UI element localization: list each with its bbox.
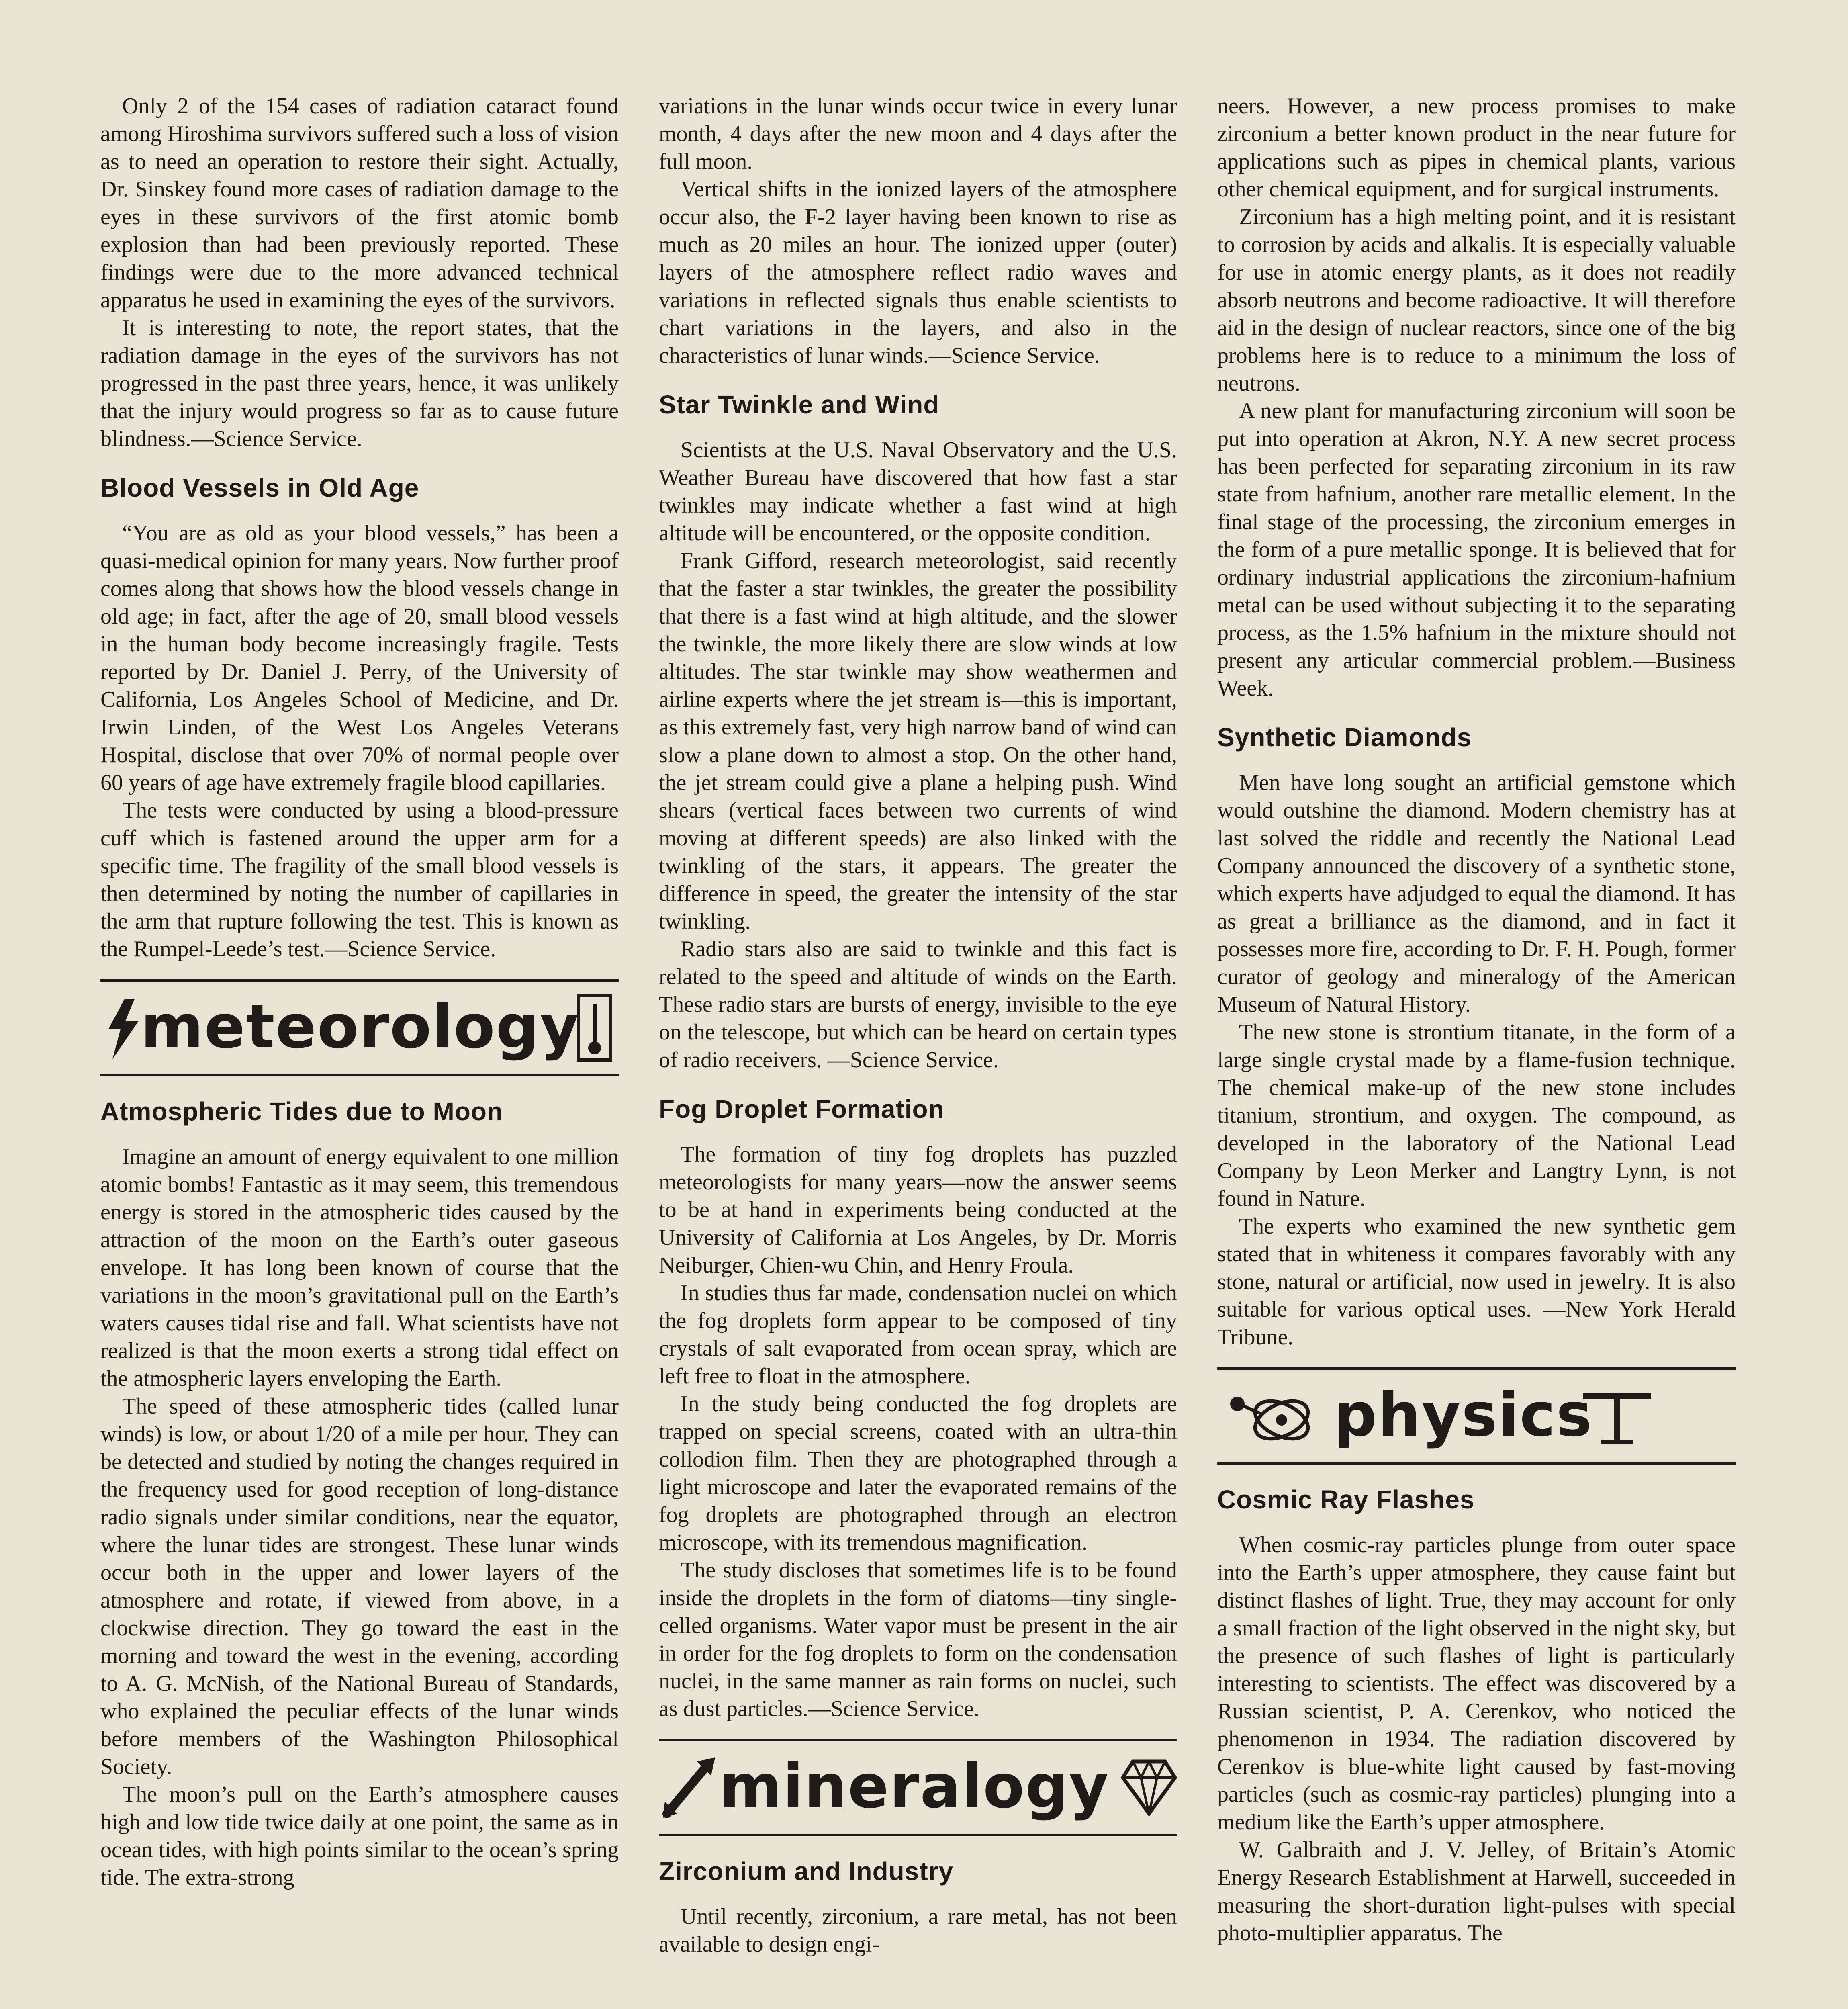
section-heading-blood-vessels: Blood Vessels in Old Age xyxy=(100,473,419,502)
paragraph: The experts who examined the new synthetic gem stated that in whiteness it compares favorably with any stone, natural or artificial, now used in jewelry. It is also suitable for various optical uses. —New York Herald Tribune. xyxy=(1217,1214,1736,1350)
section-heading-atmospheric-tides: Atmospheric Tides due to Moon xyxy=(100,1097,503,1126)
section-heading-synthetic-diamonds: Synthetic Diamonds xyxy=(1217,723,1472,752)
gem-icon xyxy=(1121,1757,1177,1818)
paragraph: The tests were conducted by using a blood-pressure cuff which is fastened around the upper arm for a specific time. The fragility of the small blood vessels is then determined by noting the number of capillaries in the arm that rupture following the test. This is known as the Rumpel-Leede’s test.—Science Service. xyxy=(100,798,619,962)
meteorology-banner xyxy=(100,979,619,1076)
thermometer-icon xyxy=(574,994,615,1062)
section-heading-cosmic-ray: Cosmic Ray Flashes xyxy=(1217,1485,1475,1514)
paragraph: In the study being conducted the fog droplets are trapped on special screens, coated with an ultra-thin collodion film. Then they are photographed through a light microscope and later the evaporated remains of the fog droplets are photographed through an electron microscope, with its tremendous magnification. xyxy=(659,1391,1177,1555)
paragraph: neers. However, a new process promises to make zirconium a better known product in the near future for applications such as pipes in chemical plants, various other chemical equipment, and for surgical instruments. xyxy=(1217,94,1736,202)
section-heading-star-twinkle: Star Twinkle and Wind xyxy=(659,390,940,419)
paragraph: The moon’s pull on the Earth’s atmosphere causes high and low tide twice daily at one point, the same as in ocean tides, with high points similar to the ocean’s spring tide. The extra-strong xyxy=(100,1782,619,1890)
mineralogy-title: mineralogy xyxy=(719,1752,1110,1822)
paragraph: In studies thus far made, condensation nuclei on which the fog droplets form appear to be composed of tiny crystals of salt evaporated from ocean spray, which are left free to float in the atmosphere. xyxy=(659,1281,1177,1389)
paragraph: Vertical shifts in the ionized layers of the atmosphere occur also, the F-2 layer having been known to rise as much as 20 miles an hour. The ionized upper (outer) layers of the atmosphere reflect radio waves and variations in reflected signals thus enable scientists to chart variations in the layers, and also in the characteristics of lunar winds.—Science Service. xyxy=(659,177,1177,368)
paragraph: The study discloses that sometimes life is to be found inside the droplets in the form of diatoms—tiny single-celled organisms. Water vapor must be present in the air in order for the fog droplets to form on the condensation nuclei, in the same manner as rain forms on nuclei, such as dust particles.—Science Service. xyxy=(659,1558,1177,1721)
paragraph: “You are as old as your blood vessels,” has been a quasi-medical opinion for many years. Now further proof comes along that shows how the blood vessels change in old age; in fact, after the age of 20, small blood vessels in the human body become increasingly fragile. Tests reported by Dr. Daniel J. Perry, of the University of California, Los Angeles School of Medicine, and Dr. Irwin Linden, of the West Los Angeles Veterans Hospital, disclose that over 70% of normal people over 60 years of age have extremely fragile blood capillaries. xyxy=(100,521,619,795)
column-3 xyxy=(1217,92,1736,1947)
section-heading-zirconium: Zirconium and Industry xyxy=(659,1857,954,1886)
paragraph: Until recently, zirconium, a rare metal, has not been available to design engi- xyxy=(659,1904,1177,1957)
paragraph: A new plant for manufacturing zirconium will soon be put into operation at Akron, N.Y. A new secret process has been perfected for separating zirconium in its raw state from hafnium, another rare metallic element. In the final stage of the processing, the zirconium emerges in the form of a pure metallic sponge. It is believed that for ordinary industrial applications the zirconium-hafnium metal can be used without subjecting it to the separating process, as the 1.5% hafnium in the mixture should not present any articular commercial problem.—Business Week. xyxy=(1217,399,1736,701)
paragraph: W. Galbraith and J. V. Jelley, of Britain’s Atomic Energy Research Establishment at Harwell, succeeded in measuring the short-duration light-pulses with special photo-multiplier apparatus. The xyxy=(1217,1837,1736,1946)
paragraph: variations in the lunar winds occur twice in every lunar month, 4 days after the new moon and 4 days after the full moon. xyxy=(659,94,1177,174)
lightning-icon xyxy=(100,997,145,1061)
physics-title: physics xyxy=(1334,1380,1593,1450)
paragraph: The new stone is strontium titanate, in the form of a large single crystal made by a flame-fusion technique. The chemical make-up of the new stone includes titanium, strontium, and oxygen. The compound, as developed in the laboratory of the National Lead Company by Leon Merker and Langtry Lynn, is not found in Nature. xyxy=(1217,1020,1736,1211)
physics-banner xyxy=(1217,1367,1736,1465)
paragraph: Zirconium has a high melting point, and it is resistant to corrosion by acids and alkalis. It is especially valuable for use in atomic energy plants, as it does not readily absorb neutrons and become radioactive. It will therefore aid in the design of nuclear reactors, since one of the big problems here is to reduce to a minimum the loss of neutrons. xyxy=(1217,205,1736,396)
column-2 xyxy=(659,92,1177,1958)
paragraph: Frank Gifford, research meteorologist, said recently that the faster a star twinkles, the greater the possibility that there is a fast wind at high altitude, and the slower the twinkle, the more likely there are slow winds at low altitudes. The star twinkle may show weathermen and airline experts where the jet stream is—this is important, as this extremely fast, very high narrow band of wind can slow a plane down to almost a stop. On the other hand, the jet stream could give a plane a helping push. Wind shears (vertical faces between two currents of wind moving at different speeds) are also linked with the twinkling of the stars, it appears. The greater the difference in speed, the greater the intensity of the star twinkling. xyxy=(659,548,1177,934)
paragraph: Radio stars also are said to twinkle and this fact is related to the speed and altitude of winds on the Earth. These radio stars are bursts of energy, invisible to the eye on the telescope, but which can be heard on certain types of radio receivers. —Science Service. xyxy=(659,937,1177,1072)
paragraph: The formation of tiny fog droplets has puzzled meteorologists for many years—now the answer seems to be at hand in experiments being conducted at the University of California at Los Angeles, by Dr. Morris Neiburger, Chien-wu Chin, and Henry Froula. xyxy=(659,1142,1177,1278)
magnet-icon xyxy=(1579,1386,1655,1446)
paragraph: It is interesting to note, the report states, that the radiation damage in the eyes of the survivors has not progressed in the past three years, hence, it was unlikely that the injury would progress so far as to cause future blindness.—Science Service. xyxy=(100,315,619,451)
paragraph: The speed of these atmospheric tides (called lunar winds) is low, or about 1/20 of a mile per hour. They can be detected and studied by noting the changes required in the frequency used for good reception of long-distance radio signals under similar conditions, near the equator, where the lunar tides are strongest. These lunar winds occur both in the upper and lower layers of the atmosphere and rotate, if viewed from above, in a clockwise direction. They go toward the east in the morning and toward the west in the evening, according to A. G. McNish, of the National Bureau of Standards, who explained the peculiar effects of the lunar winds before members of the Washington Philosophical Society. xyxy=(100,1394,619,1779)
paragraph: Scientists at the U.S. Naval Observatory and the U.S. Weather Bureau have discovered that how fast a star twinkles may indicate whether a fast wind at high altitude will be encountered, or the opposite condition. xyxy=(659,438,1177,546)
mineralogy-banner xyxy=(659,1739,1177,1836)
column-1 xyxy=(100,92,619,1892)
meteorology-title: meteorology xyxy=(141,992,580,1062)
section-heading-fog-droplet: Fog Droplet Formation xyxy=(659,1095,944,1123)
rocket-icon xyxy=(659,1753,719,1822)
atom-icon xyxy=(1221,1382,1334,1450)
paragraph: Imagine an amount of energy equivalent to one million atomic bombs! Fantastic as it may seem, this tremendous energy is stored in the atmospheric tides caused by the attraction of the moon on the Earth’s outer gaseous envelope. It has long been known of course that the variations in the moon’s gravitational pull on the Earth’s waters causes tidal rise and fall. What scientists have not realized is that the moon exerts a strong tidal effect on the atmospheric layers enveloping the Earth. xyxy=(100,1144,619,1391)
paragraph: When cosmic-ray particles plunge from outer space into the Earth’s upper atmosphere, they cause faint but distinct flashes of light. True, they may account for only a small fraction of the light observed in the night sky, but the presence of such flashes of light is particularly interesting to scientists. The effect was discovered by a Russian scientist, P. A. Cerenkov, who noticed the phenomenon in 1934. The radiation discovered by Cerenkov is blue-white light caused by fast-moving particles (such as cosmic-ray particles) plunging into a medium like the Earth’s upper atmosphere. xyxy=(1217,1532,1736,1835)
paragraph: Men have long sought an artificial gemstone which would outshine the diamond. Modern chemistry has at last solved the riddle and recently the National Lead Company announced the discovery of a synthetic stone, which experts have adjudged to equal the diamond. It has as great a brilliance as the diamond, and in fact it possesses more fire, according to Dr. F. H. Pough, former curator of geology and mineralogy of the American Museum of Natural History. xyxy=(1217,770,1736,1017)
paragraph: Only 2 of the 154 cases of radiation cataract found among Hiroshima survivors suffered such a loss of vision as to need an operation to restore their sight. Actually, Dr. Sinskey found more cases of radiation damage to the eyes in these survivors of the first atomic bomb explosion than had been previously reported. These findings were due to the more advanced technical apparatus he used in examining the eyes of the survivors. xyxy=(100,94,619,313)
